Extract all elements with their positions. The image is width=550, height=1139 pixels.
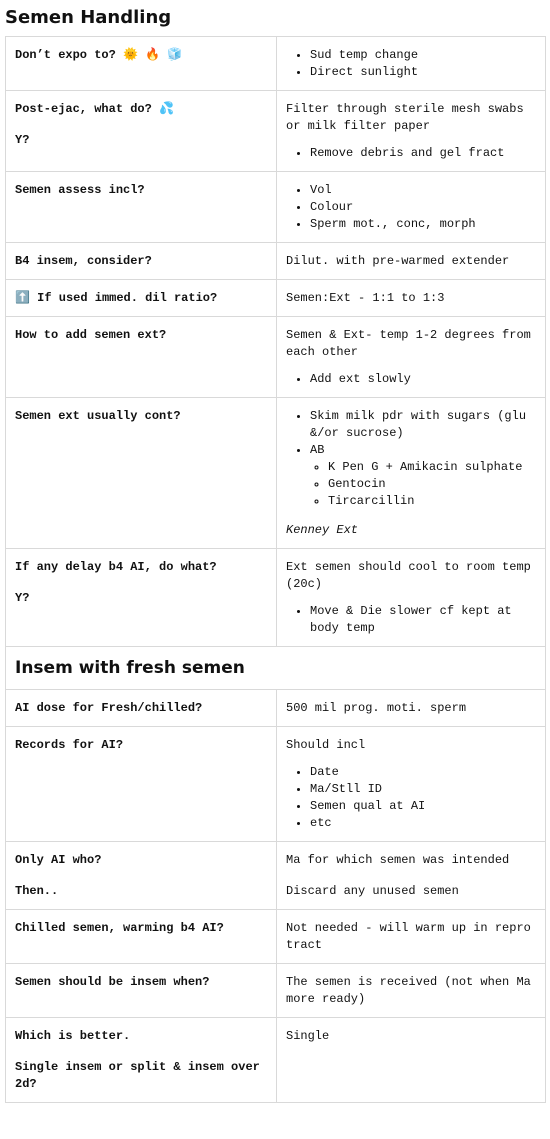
answer-cell [277, 1018, 546, 1103]
list-item-label: AB [310, 443, 325, 457]
answer-cell [277, 549, 546, 647]
question-text: Y? [15, 133, 30, 147]
question-text: B4 insem, consider? [15, 254, 152, 268]
list-item: • Sud temp change [310, 47, 536, 64]
list-item: • Colour [310, 199, 536, 216]
question-text: Chilled semen, warming b4 AI? [15, 921, 224, 935]
question-cell [6, 243, 277, 280]
list-item: • Ma/Stll ID [310, 781, 536, 798]
list-item: • Move & Die slower cf kept at body temp [310, 603, 536, 637]
sublist-item: ◦ Tircarcillin [328, 493, 536, 510]
answer-list [286, 764, 536, 832]
question-text: Post-ejac, what do? 💦 [15, 102, 174, 116]
list-item: • Sperm mot., conc, morph [310, 216, 536, 233]
table-row [6, 727, 546, 842]
list-item [310, 442, 536, 510]
question-text: ⬆️ If used immed. dil ratio? [15, 291, 218, 305]
question-cell [6, 727, 277, 842]
question-cell [6, 842, 277, 910]
answer-list [286, 371, 536, 388]
answer-cell [277, 727, 546, 842]
answer-cell [277, 964, 546, 1018]
answer-cell [277, 842, 546, 910]
question-cell [6, 172, 277, 243]
answer-cell [277, 37, 546, 91]
answer-cell [277, 398, 546, 549]
answer-list [286, 145, 536, 162]
question-text: Only AI who? [15, 853, 102, 867]
question-cell [6, 37, 277, 91]
answer-list [286, 47, 536, 81]
question-cell [6, 964, 277, 1018]
question-text: AI dose for Fresh/chilled? [15, 701, 203, 715]
question-cell [6, 91, 277, 172]
answer-cell [277, 317, 546, 398]
answer-text: 500 mil prog. moti. sperm [286, 701, 467, 715]
answer-text: The semen is received (not when Ma more ready) [286, 975, 531, 1006]
question-text: Then.. [15, 884, 59, 898]
question-text: Don’t expo to? 🌞 🔥 🧊 [15, 48, 183, 62]
answer-text: Not needed - will warm up in repro tract [286, 921, 531, 952]
table-row [6, 690, 546, 727]
table-row [6, 172, 546, 243]
answer-cell [277, 280, 546, 317]
section-heading: Insem with fresh semen [6, 647, 546, 690]
question-cell [6, 280, 277, 317]
table-row [6, 964, 546, 1018]
question-text: If any delay b4 AI, do what? [15, 560, 217, 574]
answer-text: Should incl [286, 738, 366, 752]
list-item: • Remove debris and gel fract [310, 145, 536, 162]
answer-cell [277, 91, 546, 172]
question-text: Semen should be insem when? [15, 975, 210, 989]
question-cell [6, 398, 277, 549]
section-row [6, 647, 546, 690]
question-cell [6, 549, 277, 647]
question-text: How to add semen ext? [15, 328, 167, 342]
sublist-item: ◦ K Pen G + Amikacin sulphate [328, 459, 536, 476]
answer-text: Ext semen should cool to room temp (20c) [286, 560, 531, 591]
answer-cell [277, 172, 546, 243]
answer-cell [277, 910, 546, 964]
question-text: Single insem or split & insem over 2d? [15, 1060, 260, 1091]
question-text: Semen assess incl? [15, 183, 145, 197]
list-item: • Skim milk pdr with sugars (glu &/or sucrose) [310, 408, 536, 442]
list-item: • Date [310, 764, 536, 781]
sublist-item: ◦ Gentocin [328, 476, 536, 493]
question-cell [6, 690, 277, 727]
list-item: • Add ext slowly [310, 371, 536, 388]
question-cell [6, 1018, 277, 1103]
answer-list [286, 182, 536, 233]
page-title: Semen Handling [5, 7, 172, 28]
question-cell [6, 910, 277, 964]
table-row [6, 280, 546, 317]
table-row [6, 549, 546, 647]
list-item: • Direct sunlight [310, 64, 536, 81]
question-text: Records for AI? [15, 738, 124, 752]
table-row [6, 37, 546, 91]
answer-text: Dilut. with pre-warmed extender [286, 254, 510, 268]
table-row [6, 243, 546, 280]
answer-cell [277, 243, 546, 280]
answer-text: Ma for which semen was intended [286, 853, 510, 867]
answer-text: Semen & Ext- temp 1-2 degrees from each other [286, 328, 531, 359]
table-row [6, 398, 546, 549]
answer-note: Kenney Ext [286, 523, 359, 537]
answer-text: Discard any unused semen [286, 884, 459, 898]
answer-sublist [310, 459, 536, 510]
list-item: • etc [310, 815, 536, 832]
answer-cell [277, 690, 546, 727]
table-row [6, 842, 546, 910]
table-row [6, 1018, 546, 1103]
answer-list [286, 603, 536, 637]
list-item: • Semen qual at AI [310, 798, 536, 815]
question-cell [6, 317, 277, 398]
table-row [6, 91, 546, 172]
question-text: Semen ext usually cont? [15, 409, 181, 423]
list-item: • Vol [310, 182, 536, 199]
question-text: Y? [15, 591, 30, 605]
answer-text: Filter through sterile mesh swabs or milk filter paper [286, 102, 524, 133]
answer-list [286, 408, 536, 510]
answer-text: Semen:Ext - 1:1 to 1:3 [286, 291, 445, 305]
flashcard-table [5, 36, 546, 1103]
table-row [6, 910, 546, 964]
answer-text: Single [286, 1029, 330, 1043]
question-text: Which is better. [15, 1029, 131, 1043]
table-row [6, 317, 546, 398]
